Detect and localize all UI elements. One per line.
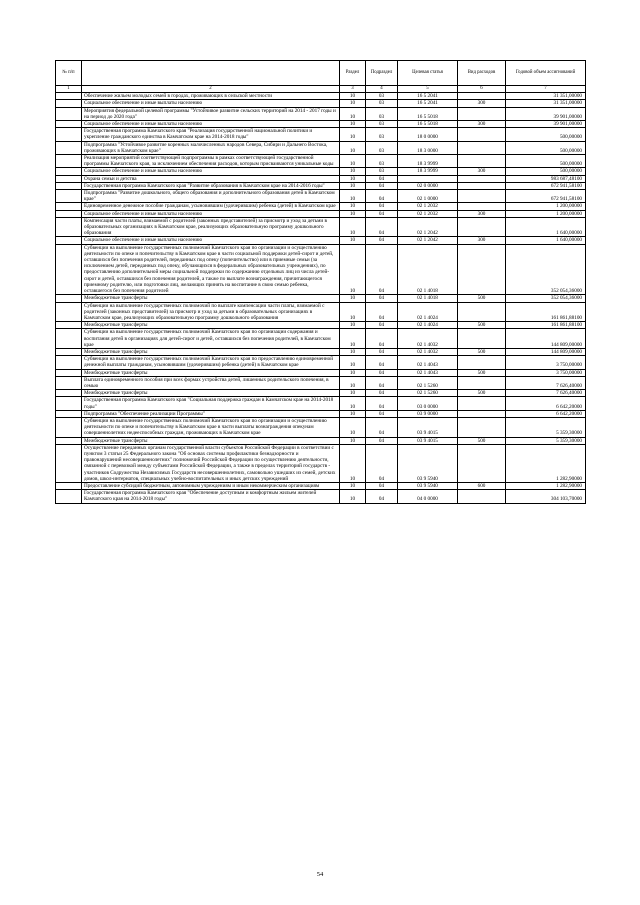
row-name: Осуществление переданных органам государственной власти субъектов Российской Федерации в соответствии с пунктом 3 статьи 25 Федерального закона "Об основах системы профилактики безнадзорности и правонарушений несовершеннолетних" полномочий Российской Федерации по осуществлению деятельности, связанной с перевозкой между субъектами Российской Федерации, а также в пределах территорий государств - участников Содружества Независимых Государств несовершеннолетних, самовольно ушедших из семей, детских домов, школ-интернатов, специальных учебно-воспитательных и иных детских учреждений — [82, 444, 340, 482]
row-number — [56, 376, 82, 389]
budget-table — [55, 60, 586, 504]
row-number — [56, 322, 82, 329]
row-name: Подпрограмма "Устойчивое развитие коренных малочисленных народов Севера, Сибири и Дальнего Востока, проживающих в Камчатском крае" — [82, 141, 340, 154]
row-number — [56, 175, 82, 182]
row-statya: 02 1 4024 — [398, 322, 458, 329]
row-sum: 7 626,40000 — [506, 390, 586, 397]
table-row — [56, 100, 586, 107]
row-name: Социальное обеспечение и иные выплаты населению — [82, 168, 340, 175]
row-vid — [458, 93, 506, 100]
row-statya: 02 1 5260 — [398, 390, 458, 397]
row-podrazdel: 03 — [366, 155, 398, 168]
row-name: Межбюджетные трансферты — [82, 369, 340, 376]
row-statya: 02 1 4043 — [398, 356, 458, 369]
row-name: Государственная программа Камчатского края "Социальная поддержка граждан в Камчатском крае на 2014-2018 годы" — [82, 397, 340, 410]
table-row — [56, 302, 586, 322]
row-razdel: 10 — [340, 444, 366, 482]
row-number — [56, 437, 82, 444]
row-sum: 6 642,20000 — [506, 410, 586, 417]
col-num-5: 5 — [398, 86, 458, 93]
row-number — [56, 210, 82, 217]
row-number — [56, 155, 82, 168]
row-razdel: 10 — [340, 369, 366, 376]
row-razdel: 10 — [340, 482, 366, 489]
row-sum: 31 351,00000 — [506, 93, 586, 100]
row-vid — [458, 175, 506, 182]
row-statya: 03 9 5940 — [398, 444, 458, 482]
row-statya: 02 1 4032 — [398, 348, 458, 355]
table-row — [56, 444, 586, 482]
table-row — [56, 348, 586, 355]
row-sum: 3 750,00000 — [506, 369, 586, 376]
row-statya: 03 9 4015 — [398, 417, 458, 437]
row-statya: 02 1 4043 — [398, 369, 458, 376]
row-statya: 18 3 0000 — [398, 141, 458, 154]
header-razdel: Раздел — [340, 61, 366, 86]
row-vid — [458, 107, 506, 120]
table-row — [56, 121, 586, 128]
row-sum: 500,00000 — [506, 155, 586, 168]
row-sum: 161 861,88100 — [506, 302, 586, 322]
row-podrazdel: 03 — [366, 107, 398, 120]
row-name: Субвенции на выполнение государственных полномочий Камчатского края по организации и осуществлению деятельности по опеке и попечительству в Камчатском крае в части социальной поддержки детей-сирот и детей, оставшихся без попечения родителей, переданных под опеку (попечительство) или в приемные семьи (за исключением детей, переданных под опеку, обучающихся в федеральных образовательных учреждениях), по предоставлению дополнительной меры социальной поддержки по содержанию отдельных лиц из числа детей-сирот и детей, оставшихся без попечения родителей, а также по выплате вознаграждения, причитающегося приемному родителю, или подготовки лиц, желающих принять на воспитание в свою семью ребенка, оставшегося без попечения родителей — [82, 244, 340, 295]
page-number: 54 — [316, 871, 324, 878]
row-razdel: 10 — [340, 107, 366, 120]
row-razdel: 10 — [340, 93, 366, 100]
header-statya: Целевая статья — [398, 61, 458, 86]
row-podrazdel: 03 — [366, 121, 398, 128]
row-sum: 304 103,70000 — [506, 490, 586, 503]
row-name: Социальное обеспечение и иные выплаты населению — [82, 210, 340, 217]
row-razdel: 10 — [340, 100, 366, 107]
row-statya: 03 9 0000 — [398, 410, 458, 417]
row-number — [56, 369, 82, 376]
row-vid — [458, 182, 506, 189]
row-vid: 500 — [458, 322, 506, 329]
row-statya: 18 0 0000 — [398, 128, 458, 141]
row-statya: 02 1 2032 — [398, 203, 458, 210]
budget-table-sheet — [55, 60, 585, 504]
row-podrazdel: 04 — [366, 397, 398, 410]
row-razdel: 10 — [340, 175, 366, 182]
row-sum: 983 687,48100 — [506, 175, 586, 182]
row-number — [56, 182, 82, 189]
row-name: Подпрограмма "Обеспечение реализации Программы" — [82, 410, 340, 417]
row-podrazdel: 04 — [366, 244, 398, 295]
row-podrazdel: 04 — [366, 217, 398, 237]
row-podrazdel: 03 — [366, 168, 398, 175]
row-vid — [458, 155, 506, 168]
row-name: Социальное обеспечение и иные выплаты населению — [82, 100, 340, 107]
row-number — [56, 348, 82, 355]
table-row — [56, 93, 586, 100]
row-podrazdel: 03 — [366, 141, 398, 154]
row-vid: 300 — [458, 237, 506, 244]
row-name: Единовременное денежное пособие гражданам, усыновившим (удочерившим) ребенка (детей) в Камчатском крае — [82, 203, 340, 210]
row-number — [56, 190, 82, 203]
row-number — [56, 168, 82, 175]
row-podrazdel: 04 — [366, 444, 398, 482]
row-sum: 1 282,90000 — [506, 482, 586, 489]
row-podrazdel: 04 — [366, 295, 398, 302]
table-row — [56, 356, 586, 369]
row-razdel: 10 — [340, 490, 366, 503]
row-statya: 02 1 4018 — [398, 244, 458, 295]
table-row — [56, 410, 586, 417]
row-razdel: 10 — [340, 217, 366, 237]
row-razdel: 10 — [340, 182, 366, 189]
col-num-3: 3 — [340, 86, 366, 93]
table-row — [56, 217, 586, 237]
row-sum: 1 640,00000 — [506, 217, 586, 237]
table-row — [56, 369, 586, 376]
header-podrazdel: Подраздел — [366, 61, 398, 86]
row-razdel: 10 — [340, 376, 366, 389]
table-row — [56, 128, 586, 141]
row-name: Выплата единовременного пособия при всех формах устройства детей, лишенных родительского попечения, в семью — [82, 376, 340, 389]
row-name: Обеспечение жильем молодых семей в городах, проживающих в сельской местности — [82, 93, 340, 100]
row-number — [56, 244, 82, 295]
row-sum: 39 901,00000 — [506, 121, 586, 128]
row-razdel: 10 — [340, 121, 366, 128]
table-row — [56, 390, 586, 397]
table-row — [56, 237, 586, 244]
row-name: Межбюджетные трансферты — [82, 348, 340, 355]
row-sum: 5 359,30000 — [506, 437, 586, 444]
row-name: Государственная программа Камчатского края "Обеспечение доступным и комфортным жильем жителей Камчатского края на 2014-2018 годы" — [82, 490, 340, 503]
row-sum: 3 750,00000 — [506, 356, 586, 369]
table-row — [56, 482, 586, 489]
row-vid — [458, 329, 506, 349]
row-statya: 02 1 5260 — [398, 376, 458, 389]
row-podrazdel: 04 — [366, 203, 398, 210]
col-num-6: 6 — [458, 86, 506, 93]
table-row — [56, 397, 586, 410]
row-name: Социальное обеспечение и иные выплаты населению — [82, 237, 340, 244]
row-statya: 03 0 0000 — [398, 397, 458, 410]
row-sum: 672 941,58100 — [506, 182, 586, 189]
row-number — [56, 390, 82, 397]
row-vid — [458, 397, 506, 410]
row-number — [56, 417, 82, 437]
row-podrazdel: 04 — [366, 490, 398, 503]
row-number — [56, 295, 82, 302]
table-row — [56, 376, 586, 389]
row-number — [56, 107, 82, 120]
row-vid — [458, 203, 506, 210]
header-number: № п/п — [56, 61, 82, 86]
row-razdel: 10 — [340, 244, 366, 295]
row-name: Предоставление субсидий бюджетным, автономным учреждениям и иным некоммерческим организациям — [82, 482, 340, 489]
row-number — [56, 490, 82, 503]
row-statya: 02 1 0000 — [398, 190, 458, 203]
row-vid: 500 — [458, 390, 506, 397]
row-name: Межбюджетные трансферты — [82, 322, 340, 329]
row-statya: 18 3 9999 — [398, 155, 458, 168]
col-num-4: 4 — [366, 86, 398, 93]
row-sum: 31 351,00000 — [506, 100, 586, 107]
col-num-1: 1 — [56, 86, 82, 93]
table-row — [56, 141, 586, 154]
row-sum: 1 200,00000 — [506, 210, 586, 217]
row-statya: 16 5 5018 — [398, 121, 458, 128]
table-row — [56, 490, 586, 503]
row-vid — [458, 444, 506, 482]
row-statya: 04 0 0000 — [398, 490, 458, 503]
row-vid — [458, 376, 506, 389]
row-sum: 144 809,00000 — [506, 329, 586, 349]
row-vid: 500 — [458, 369, 506, 376]
table-row — [56, 107, 586, 120]
row-number — [56, 100, 82, 107]
row-podrazdel: 04 — [366, 410, 398, 417]
row-name: Субвенции на выполнение государственных полномочий Камчатского края по предоставлению единовременной денежной выплаты гражданам, усыновившим (удочерившим) ребенка (детей) в Камчатском крае — [82, 356, 340, 369]
table-row — [56, 295, 586, 302]
row-podrazdel: 03 — [366, 93, 398, 100]
row-vid — [458, 190, 506, 203]
row-podrazdel: 04 — [366, 237, 398, 244]
row-name: Социальное обеспечение и иные выплаты населению — [82, 121, 340, 128]
row-sum: 1 200,00000 — [506, 203, 586, 210]
row-number — [56, 329, 82, 349]
row-razdel: 10 — [340, 168, 366, 175]
row-number — [56, 302, 82, 322]
row-razdel: 10 — [340, 417, 366, 437]
row-name: Государственная программа Камчатского края "Реализация государственной национальной политики и укрепление гражданского единства в Камчатском крае на 2014-2018 годы" — [82, 128, 340, 141]
row-podrazdel: 04 — [366, 348, 398, 355]
table-row — [56, 417, 586, 437]
row-razdel: 10 — [340, 410, 366, 417]
row-statya: 02 1 2032 — [398, 210, 458, 217]
row-statya: 02 1 2042 — [398, 237, 458, 244]
row-vid: 300 — [458, 121, 506, 128]
table-row — [56, 210, 586, 217]
row-podrazdel: 04 — [366, 210, 398, 217]
row-sum: 672 941,58100 — [506, 190, 586, 203]
row-vid: 300 — [458, 210, 506, 217]
row-sum: 1 282,90000 — [506, 444, 586, 482]
row-number — [56, 128, 82, 141]
row-podrazdel: 04 — [366, 390, 398, 397]
row-razdel: 10 — [340, 437, 366, 444]
row-number — [56, 356, 82, 369]
row-sum: 1 640,00000 — [506, 237, 586, 244]
table-row — [56, 190, 586, 203]
row-razdel: 10 — [340, 155, 366, 168]
row-sum: 144 809,00000 — [506, 348, 586, 355]
row-sum: 352 054,36000 — [506, 244, 586, 295]
row-podrazdel: 04 — [366, 329, 398, 349]
row-razdel: 10 — [340, 302, 366, 322]
row-statya: 18 3 9999 — [398, 168, 458, 175]
row-vid — [458, 410, 506, 417]
table-row — [56, 437, 586, 444]
row-sum: 500,00000 — [506, 128, 586, 141]
table-body — [56, 93, 586, 503]
row-statya: 03 9 5940 — [398, 482, 458, 489]
row-podrazdel: 04 — [366, 437, 398, 444]
row-sum: 39 901,00000 — [506, 107, 586, 120]
row-vid: 500 — [458, 437, 506, 444]
col-num-2: 2 — [82, 86, 340, 93]
row-number — [56, 141, 82, 154]
row-number — [56, 203, 82, 210]
row-number — [56, 217, 82, 237]
table-row — [56, 155, 586, 168]
row-sum: 352 054,36000 — [506, 295, 586, 302]
row-vid — [458, 217, 506, 237]
row-razdel: 10 — [340, 210, 366, 217]
row-razdel: 10 — [340, 348, 366, 355]
row-name: Межбюджетные трансферты — [82, 390, 340, 397]
table-row — [56, 322, 586, 329]
row-name: Реализация мероприятий соответствующей подпрограммы в рамках соответствующей государственной программы Камчатского края, за исключением обеспечения расходов, которым присваиваются уникальные коды — [82, 155, 340, 168]
row-name: Компенсация части платы, взимаемой с родителей (законных представителей) за присмотр и уход за детьми в образовательных организациях в Камчатском крае, реализующих образовательную программу дошкольного образования — [82, 217, 340, 237]
row-name: Подпрограмма "Развитие дошкольного, общего образования и дополнительного образования детей в Камчатском крае" — [82, 190, 340, 203]
row-sum: 7 626,40000 — [506, 376, 586, 389]
row-name: Субвенции на выполнение государственных полномочий по выплате компенсации части платы, взимаемой с родителей (законных представителей) за присмотр и уход за детьми в образовательных организациях в Камчатском крае, реализующих образовательную программу дошкольного образования — [82, 302, 340, 322]
row-statya: 16 5 2041 — [398, 93, 458, 100]
row-number — [56, 121, 82, 128]
col-num-7: 7 — [506, 86, 586, 93]
row-sum: 5 359,30000 — [506, 417, 586, 437]
row-statya: 02 1 4024 — [398, 302, 458, 322]
row-vid — [458, 356, 506, 369]
row-podrazdel: 03 — [366, 100, 398, 107]
header-name — [82, 61, 340, 86]
row-razdel: 10 — [340, 390, 366, 397]
row-podrazdel: 04 — [366, 417, 398, 437]
table-row — [56, 329, 586, 349]
row-name: Межбюджетные трансферты — [82, 437, 340, 444]
row-vid — [458, 128, 506, 141]
row-statya: 02 1 2042 — [398, 217, 458, 237]
row-vid: 300 — [458, 100, 506, 107]
row-vid: 600 — [458, 482, 506, 489]
row-razdel: 10 — [340, 237, 366, 244]
row-number — [56, 482, 82, 489]
table-row — [56, 175, 586, 182]
table-header-row — [56, 61, 586, 86]
row-number — [56, 410, 82, 417]
row-sum: 161 861,88100 — [506, 322, 586, 329]
row-number — [56, 237, 82, 244]
row-razdel: 10 — [340, 128, 366, 141]
row-sum: 500,00000 — [506, 141, 586, 154]
row-name: Мероприятия федеральной целевой программы "Устойчивое развитие сельских территорий на 2014 - 2017 годы и на период до 2020 года" — [82, 107, 340, 120]
row-razdel: 10 — [340, 141, 366, 154]
row-name: Межбюджетные трансферты — [82, 295, 340, 302]
row-name: Охрана семьи и детства — [82, 175, 340, 182]
row-name: Субвенции на выполнение государственных полномочий Камчатского края по организации и осуществлению деятельности по опеке и попечительству в Камчатском крае в части выплаты вознаграждения опекунам совершеннолетних недееспособных граждан, проживающих в Камчатском крае — [82, 417, 340, 437]
row-statya: 02 1 4032 — [398, 329, 458, 349]
table-row — [56, 182, 586, 189]
row-razdel: 10 — [340, 203, 366, 210]
row-razdel: 10 — [340, 322, 366, 329]
row-podrazdel: 04 — [366, 302, 398, 322]
row-vid — [458, 417, 506, 437]
table-row — [56, 203, 586, 210]
row-podrazdel: 04 — [366, 482, 398, 489]
row-razdel: 10 — [340, 190, 366, 203]
row-razdel: 10 — [340, 329, 366, 349]
row-razdel: 10 — [340, 356, 366, 369]
row-name: Субвенции на выполнение государственных полномочий Камчатского края по организации содержания и воспитания детей в организациях для детей-сирот и детей, оставшихся без попечения родителей, в Камчатском крае — [82, 329, 340, 349]
row-podrazdel: 03 — [366, 128, 398, 141]
table-row — [56, 244, 586, 295]
row-razdel: 10 — [340, 295, 366, 302]
row-statya: 16 5 5018 — [398, 107, 458, 120]
row-podrazdel: 04 — [366, 175, 398, 182]
row-sum: 500,00000 — [506, 168, 586, 175]
row-razdel: 10 — [340, 397, 366, 410]
row-podrazdel: 04 — [366, 369, 398, 376]
row-podrazdel: 04 — [366, 376, 398, 389]
row-vid: 300 — [458, 168, 506, 175]
row-podrazdel: 04 — [366, 182, 398, 189]
row-vid: 500 — [458, 348, 506, 355]
row-statya: 16 5 2041 — [398, 100, 458, 107]
row-statya: 02 1 4018 — [398, 295, 458, 302]
table-row — [56, 168, 586, 175]
row-podrazdel: 04 — [366, 190, 398, 203]
column-number-row — [56, 86, 586, 93]
row-vid — [458, 490, 506, 503]
row-number — [56, 93, 82, 100]
row-podrazdel: 04 — [366, 356, 398, 369]
row-statya: 03 9 4015 — [398, 437, 458, 444]
row-vid: 500 — [458, 295, 506, 302]
row-statya — [398, 175, 458, 182]
header-sum: Годовой объем ассигнований — [506, 61, 586, 86]
row-statya: 02 0 0000 — [398, 182, 458, 189]
row-vid — [458, 141, 506, 154]
row-vid — [458, 244, 506, 295]
row-number — [56, 397, 82, 410]
row-number — [56, 444, 82, 482]
row-podrazdel: 04 — [366, 322, 398, 329]
row-name: Государственная программа Камчатского края "Развитие образования в Камчатском крае на 2014-2016 годы" — [82, 182, 340, 189]
row-vid — [458, 302, 506, 322]
row-sum: 6 642,20000 — [506, 397, 586, 410]
header-vid: Вид расходов — [458, 61, 506, 86]
